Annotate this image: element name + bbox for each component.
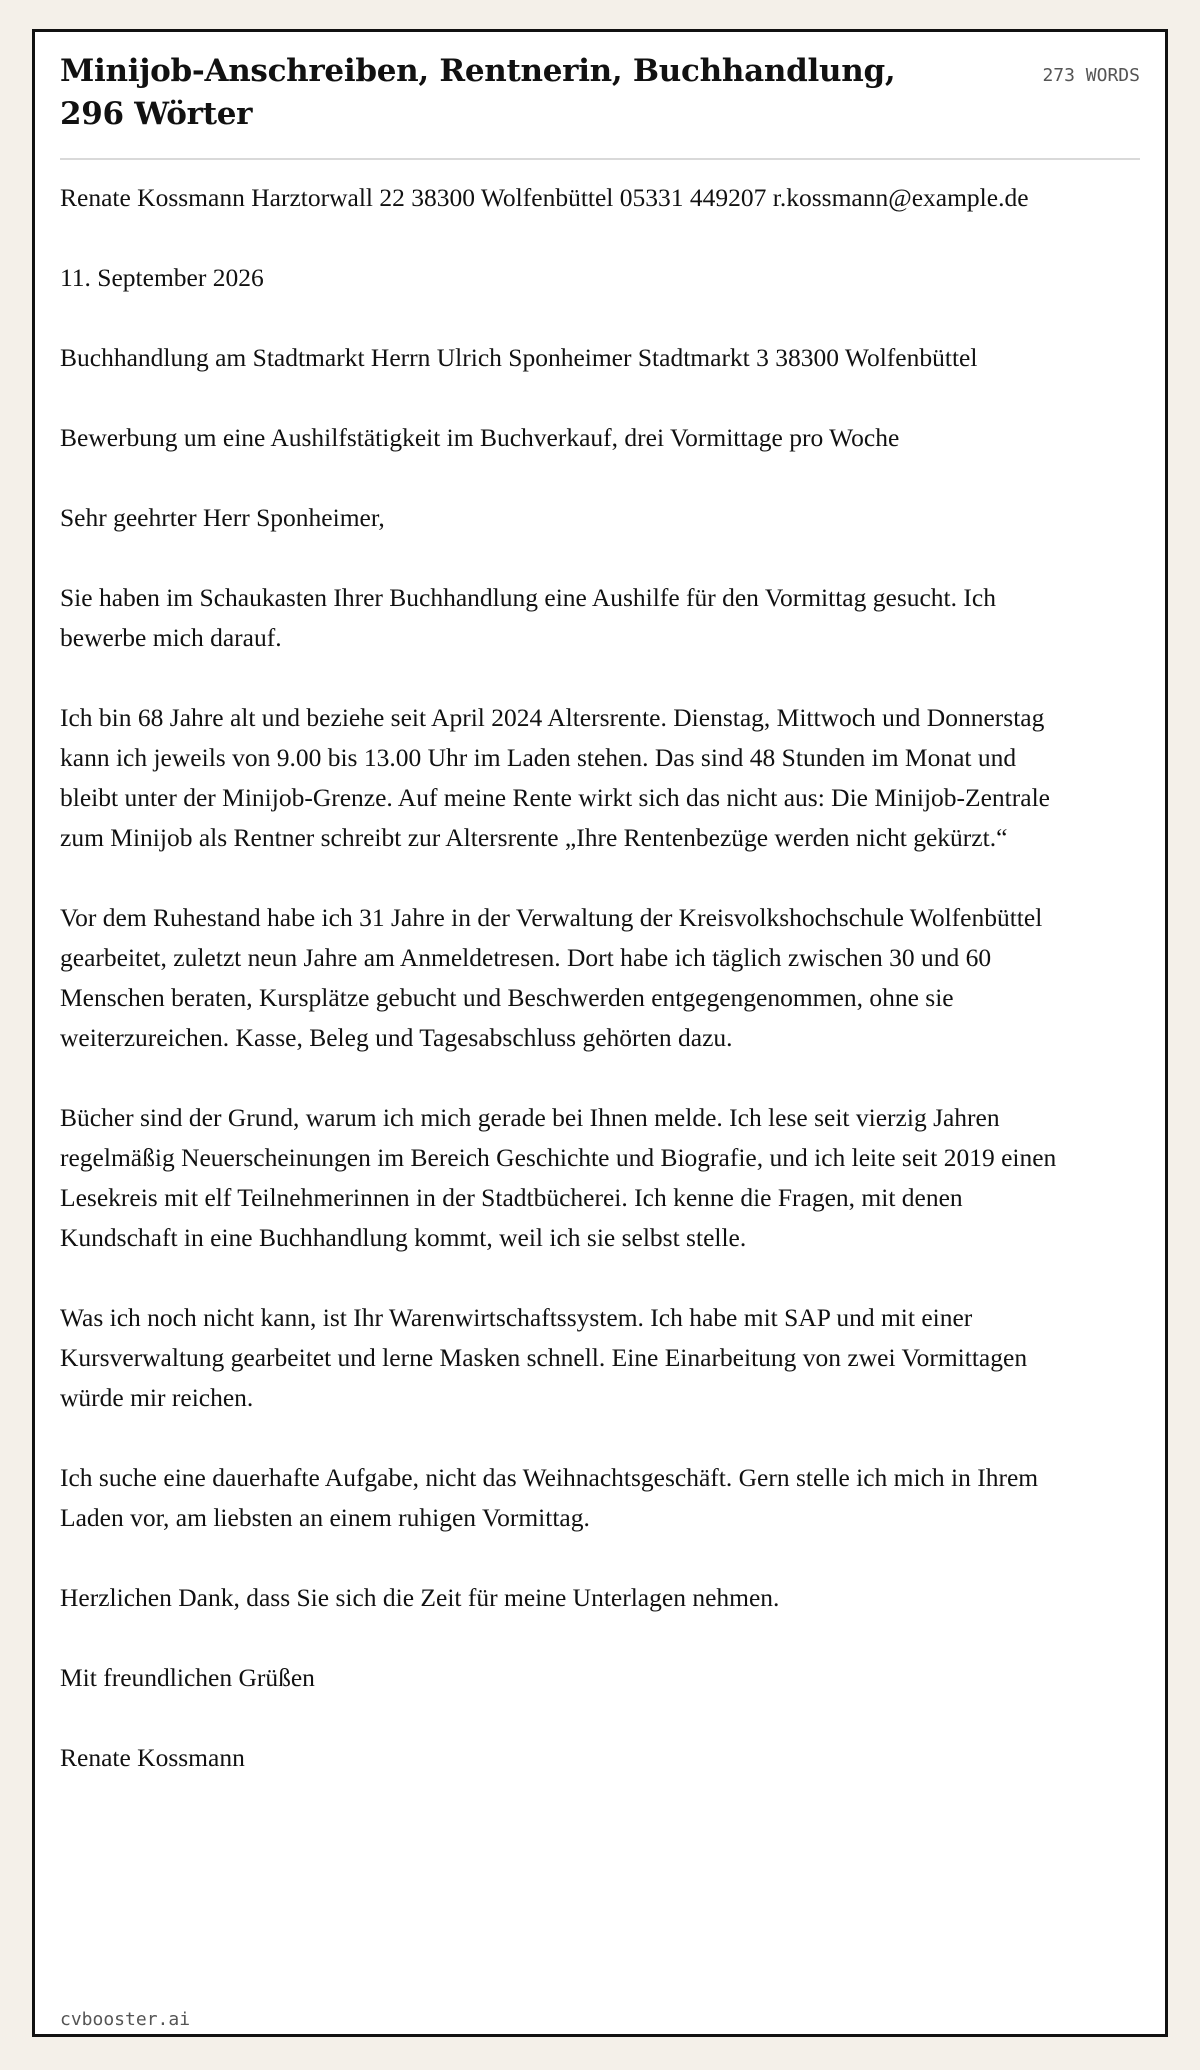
letter-date: 11. September 2026 <box>60 263 264 292</box>
word-count-label: 273 WORDS <box>1042 65 1140 86</box>
document-title: Minijob-Anschreiben, Rentnerin, Buchhandlung, 296 Wörter <box>60 53 896 132</box>
body-paragraph: Vor dem Ruhestand habe ich 31 Jahre in der Verwaltung der Kreisvolkshochschule Wolfenbüttel gearbeitet, zuletzt neun Jahre am Anmeldetresen. Dort habe ich täglich zwischen 30 und 60 Menschen beraten, Kursplätze gebucht und Beschwerden entgegengenommen, ohne sie weiterzureichen. Kasse, Beleg und Tagesabschluss gehörten dazu. <box>60 903 1043 1052</box>
cover-letter-card <box>32 29 1168 2037</box>
signature-name: Renate Kossmann <box>60 1743 245 1772</box>
subject-line: Bewerbung um eine Aushilfstätigkeit im Buchverkauf, drei Vormittage pro Woche <box>60 423 900 452</box>
salutation: Sehr geehrter Herr Sponheimer, <box>60 503 385 532</box>
body-paragraph: Herzlichen Dank, dass Sie sich die Zeit für meine Unterlagen nehmen. <box>60 1583 780 1612</box>
brand-footer: cvbooster.ai <box>60 2009 191 2030</box>
body-paragraph: Bücher sind der Grund, warum ich mich gerade bei Ihnen melde. Ich lese seit vierzig Jahren regelmäßig Neuerscheinungen im Bereich Geschichte und Biografie, und ich leite seit 2019 einen Lesekreis mit elf Teilnehmerinnen in der Stadtbücherei. Ich kenne die Fragen, mit denen Kundschaft in eine Buchhandlung kommt, weil ich sie selbst stelle. <box>60 1103 1057 1252</box>
body-paragraph: Ich bin 68 Jahre alt und beziehe seit April 2024 Altersrente. Dienstag, Mittwoch und Donnerstag kann ich jeweils von 9.00 bis 13.00 Uhr im Laden stehen. Das sind 48 Stunden im Monat und bleibt unter der Minijob-Grenze. Auf meine Rente wirkt sich das nicht aus: Die Minijob-Zentrale zum Minijob als Rentner schreibt zur Altersrente „Ihre Rentenbezüge werden nicht gekürzt.“ <box>60 703 1050 852</box>
closing-phrase: Mit freundlichen Grüßen <box>60 1663 315 1692</box>
body-paragraph: Was ich noch nicht kann, ist Ihr Warenwirtschaftssystem. Ich habe mit SAP und mit einer Kursverwaltung gearbeitet und lerne Masken schnell. Eine Einarbeitung von zwei Vormittagen würde mir reichen. <box>60 1303 1028 1412</box>
sender-block: Renate Kossmann Harztorwall 22 38300 Wolfenbüttel 05331 449207 r.kossmann@example.de <box>60 183 1029 212</box>
recipient-block: Buchhandlung am Stadtmarkt Herrn Ulrich Sponheimer Stadtmarkt 3 38300 Wolfenbüttel <box>60 343 978 372</box>
body-paragraph: Sie haben im Schaukasten Ihrer Buchhandlung eine Aushilfe für den Vormittag gesucht. Ich bewerbe mich darauf. <box>60 583 996 652</box>
letter-body <box>60 160 1070 1778</box>
body-paragraph: Ich suche eine dauerhafte Aufgabe, nicht das Weihnachtsgeschäft. Gern stelle ich mich in Ihrem Laden vor, am liebsten an einem ruhigen Vormittag. <box>60 1463 1039 1532</box>
document-header <box>60 50 1140 160</box>
